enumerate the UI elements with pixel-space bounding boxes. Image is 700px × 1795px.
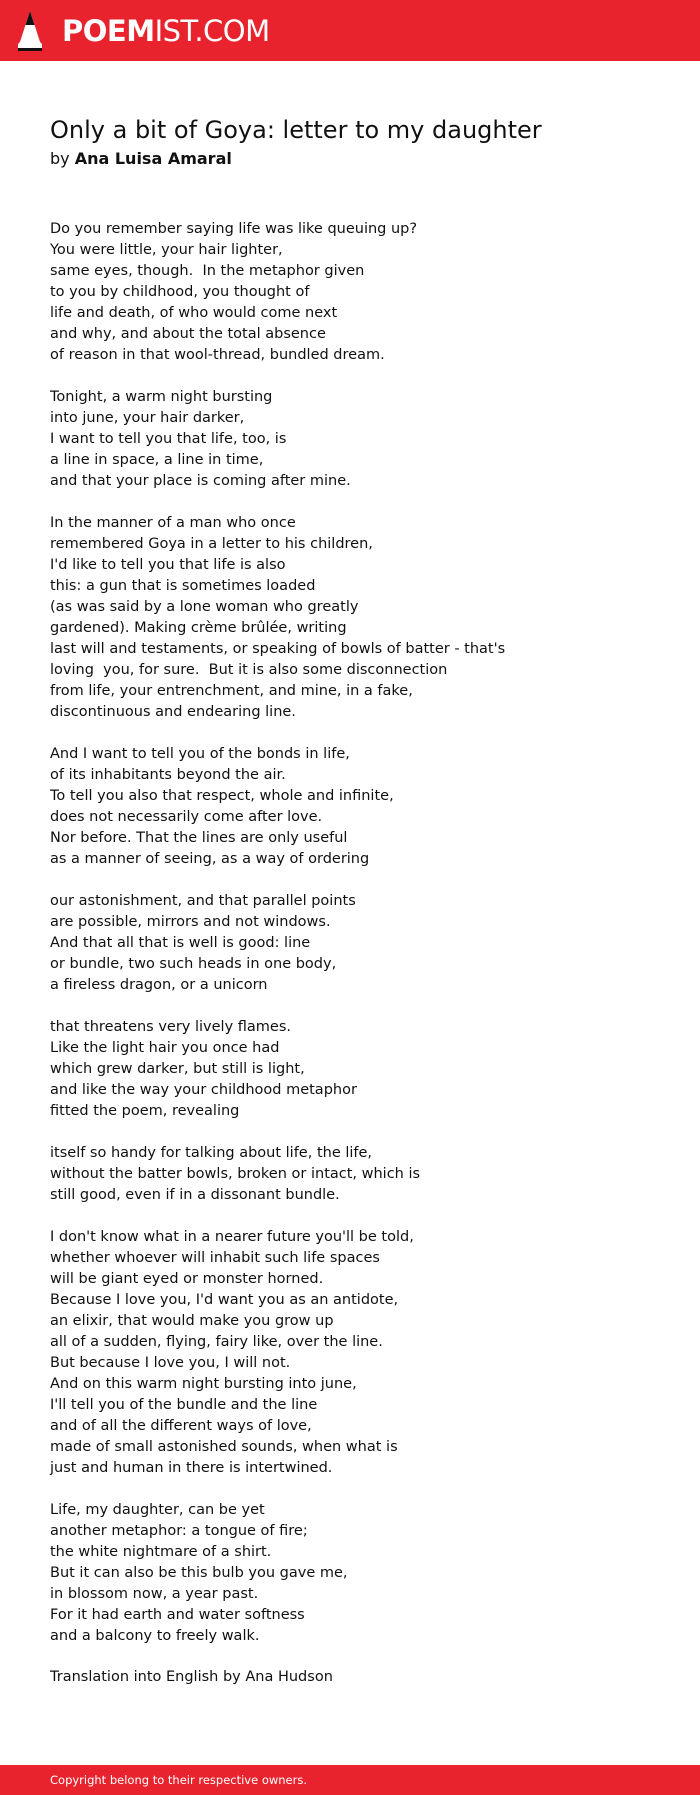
site-logo[interactable] xyxy=(62,13,270,49)
poem-stanza xyxy=(50,219,670,366)
poem-line: from life, your entrenchment, and mine, in a fake, xyxy=(50,683,413,699)
poem-line: of its inhabitants beyond the air. xyxy=(50,767,286,783)
site-header xyxy=(0,0,700,61)
poem-line: of reason in that wool-thread, bundled dream. xyxy=(50,347,385,363)
poem-line: in blossom now, a year past. xyxy=(50,1586,259,1602)
poem-stanza xyxy=(50,513,670,723)
poem-line: gardened). Making crème brûlée, writing xyxy=(50,620,347,636)
poem-line: I'll tell you of the bundle and the line xyxy=(50,1397,318,1413)
poem-line: does not necessarily come after love. xyxy=(50,809,323,825)
poem-line: I want to tell you that life, too, is xyxy=(50,431,287,447)
poem-stanza xyxy=(50,1143,670,1206)
poem-line: discontinuous and endearing line. xyxy=(50,704,296,720)
poem-line: And I want to tell you of the bonds in life, xyxy=(50,746,350,762)
poem-line: an elixir, that would make you grow up xyxy=(50,1313,334,1329)
poem-line: I don't know what in a nearer future you'll be told, xyxy=(50,1229,414,1245)
poem-line: will be giant eyed or monster horned. xyxy=(50,1271,324,1287)
poem-line: You were little, your hair lighter, xyxy=(50,242,283,258)
poem-line: or bundle, two such heads in one body, xyxy=(50,956,337,972)
poem-line: last will and testaments, or speaking of bowls of batter - that's xyxy=(50,641,506,657)
poem-stanza xyxy=(50,387,670,492)
poem-line: that threatens very lively flames. xyxy=(50,1019,291,1035)
poem-line: life and death, of who would come next xyxy=(50,305,338,321)
poem-line: But because I love you, I will not. xyxy=(50,1355,291,1371)
poem-line: our astonishment, and that parallel points xyxy=(50,893,356,909)
poem-line: (as was said by a lone woman who greatly xyxy=(50,599,359,615)
poem-line: still good, even if in a dissonant bundle. xyxy=(50,1187,340,1203)
poem-line: which grew darker, but still is light, xyxy=(50,1061,305,1077)
poem-line: and of all the different ways of love, xyxy=(50,1418,312,1434)
poem-line: remembered Goya in a letter to his children, xyxy=(50,536,373,552)
poem-line: In the manner of a man who once xyxy=(50,515,296,531)
poem-line: Nor before. That the lines are only useful xyxy=(50,830,348,846)
poem-line: Do you remember saying life was like queuing up? xyxy=(50,221,418,237)
poem-line: fitted the poem, revealing xyxy=(50,1103,240,1119)
translation-note: Translation into English by Ana Hudson xyxy=(50,1669,333,1685)
copyright-text: Copyright belong to their respective owners. xyxy=(50,1773,308,1787)
poem-stanza xyxy=(50,1227,670,1479)
poem-line: I'd like to tell you that life is also xyxy=(50,557,286,573)
poem-line: And on this warm night bursting into june, xyxy=(50,1376,357,1392)
poem-line: Life, my daughter, can be yet xyxy=(50,1502,265,1518)
poem-line: loving you, for sure. But it is also some disconnection xyxy=(50,662,448,678)
site-footer xyxy=(0,1765,700,1795)
poem-line: whether whoever will inhabit such life spaces xyxy=(50,1250,380,1266)
logo-bold-text: POEM xyxy=(62,14,155,48)
poem-line: a line in space, a line in time, xyxy=(50,452,264,468)
poem-line: into june, your hair darker, xyxy=(50,410,245,426)
poem-line: and a balcony to freely walk. xyxy=(50,1628,260,1644)
poem-line: another metaphor: a tongue of fire; xyxy=(50,1523,308,1539)
logo-light-text: IST.COM xyxy=(154,14,270,48)
poem-stanza xyxy=(50,891,670,996)
byline xyxy=(50,148,232,170)
poem-line: Because I love you, I'd want you as an antidote, xyxy=(50,1292,399,1308)
poem-line: Like the light hair you once had xyxy=(50,1040,280,1056)
poem-line: and like the way your childhood metaphor xyxy=(50,1082,357,1098)
poem-line: And that all that is well is good: line xyxy=(50,935,311,951)
poem-line: But it can also be this bulb you gave me, xyxy=(50,1565,348,1581)
poem-line: without the batter bowls, broken or intact, which is xyxy=(50,1166,421,1182)
poem-line: a fireless dragon, or a unicorn xyxy=(50,977,268,993)
poem-line: are possible, mirrors and not windows. xyxy=(50,914,331,930)
poem-line: itself so handy for talking about life, the life, xyxy=(50,1145,373,1161)
poem-line: all of a sudden, flying, fairy like, over the line. xyxy=(50,1334,383,1350)
poem-line: Tonight, a warm night bursting xyxy=(50,389,273,405)
pencil-icon xyxy=(17,10,43,52)
poem-line: this: a gun that is sometimes loaded xyxy=(50,578,316,594)
poem-line: For it had earth and water softness xyxy=(50,1607,305,1623)
poem-stanza xyxy=(50,744,670,870)
poem-line: to you by childhood, you thought of xyxy=(50,284,310,300)
poem-line: the white nightmare of a shirt. xyxy=(50,1544,272,1560)
poem-line: To tell you also that respect, whole and infinite, xyxy=(50,788,394,804)
poem-title: Only a bit of Goya: letter to my daughter xyxy=(50,116,542,144)
poem-line: and that your place is coming after mine. xyxy=(50,473,351,489)
poem-line: same eyes, though. In the metaphor given xyxy=(50,263,365,279)
poem-line: just and human in there is intertwined. xyxy=(50,1460,333,1476)
poem-line: as a manner of seeing, as a way of ordering xyxy=(50,851,370,867)
poem-stanza xyxy=(50,1500,670,1647)
by-label: by xyxy=(50,149,70,168)
author-name: Ana Luisa Amaral xyxy=(74,149,232,168)
poem-stanza xyxy=(50,1017,670,1122)
poem-body xyxy=(50,219,670,1668)
poem-line: made of small astonished sounds, when what is xyxy=(50,1439,398,1455)
poem-line: and why, and about the total absence xyxy=(50,326,326,342)
